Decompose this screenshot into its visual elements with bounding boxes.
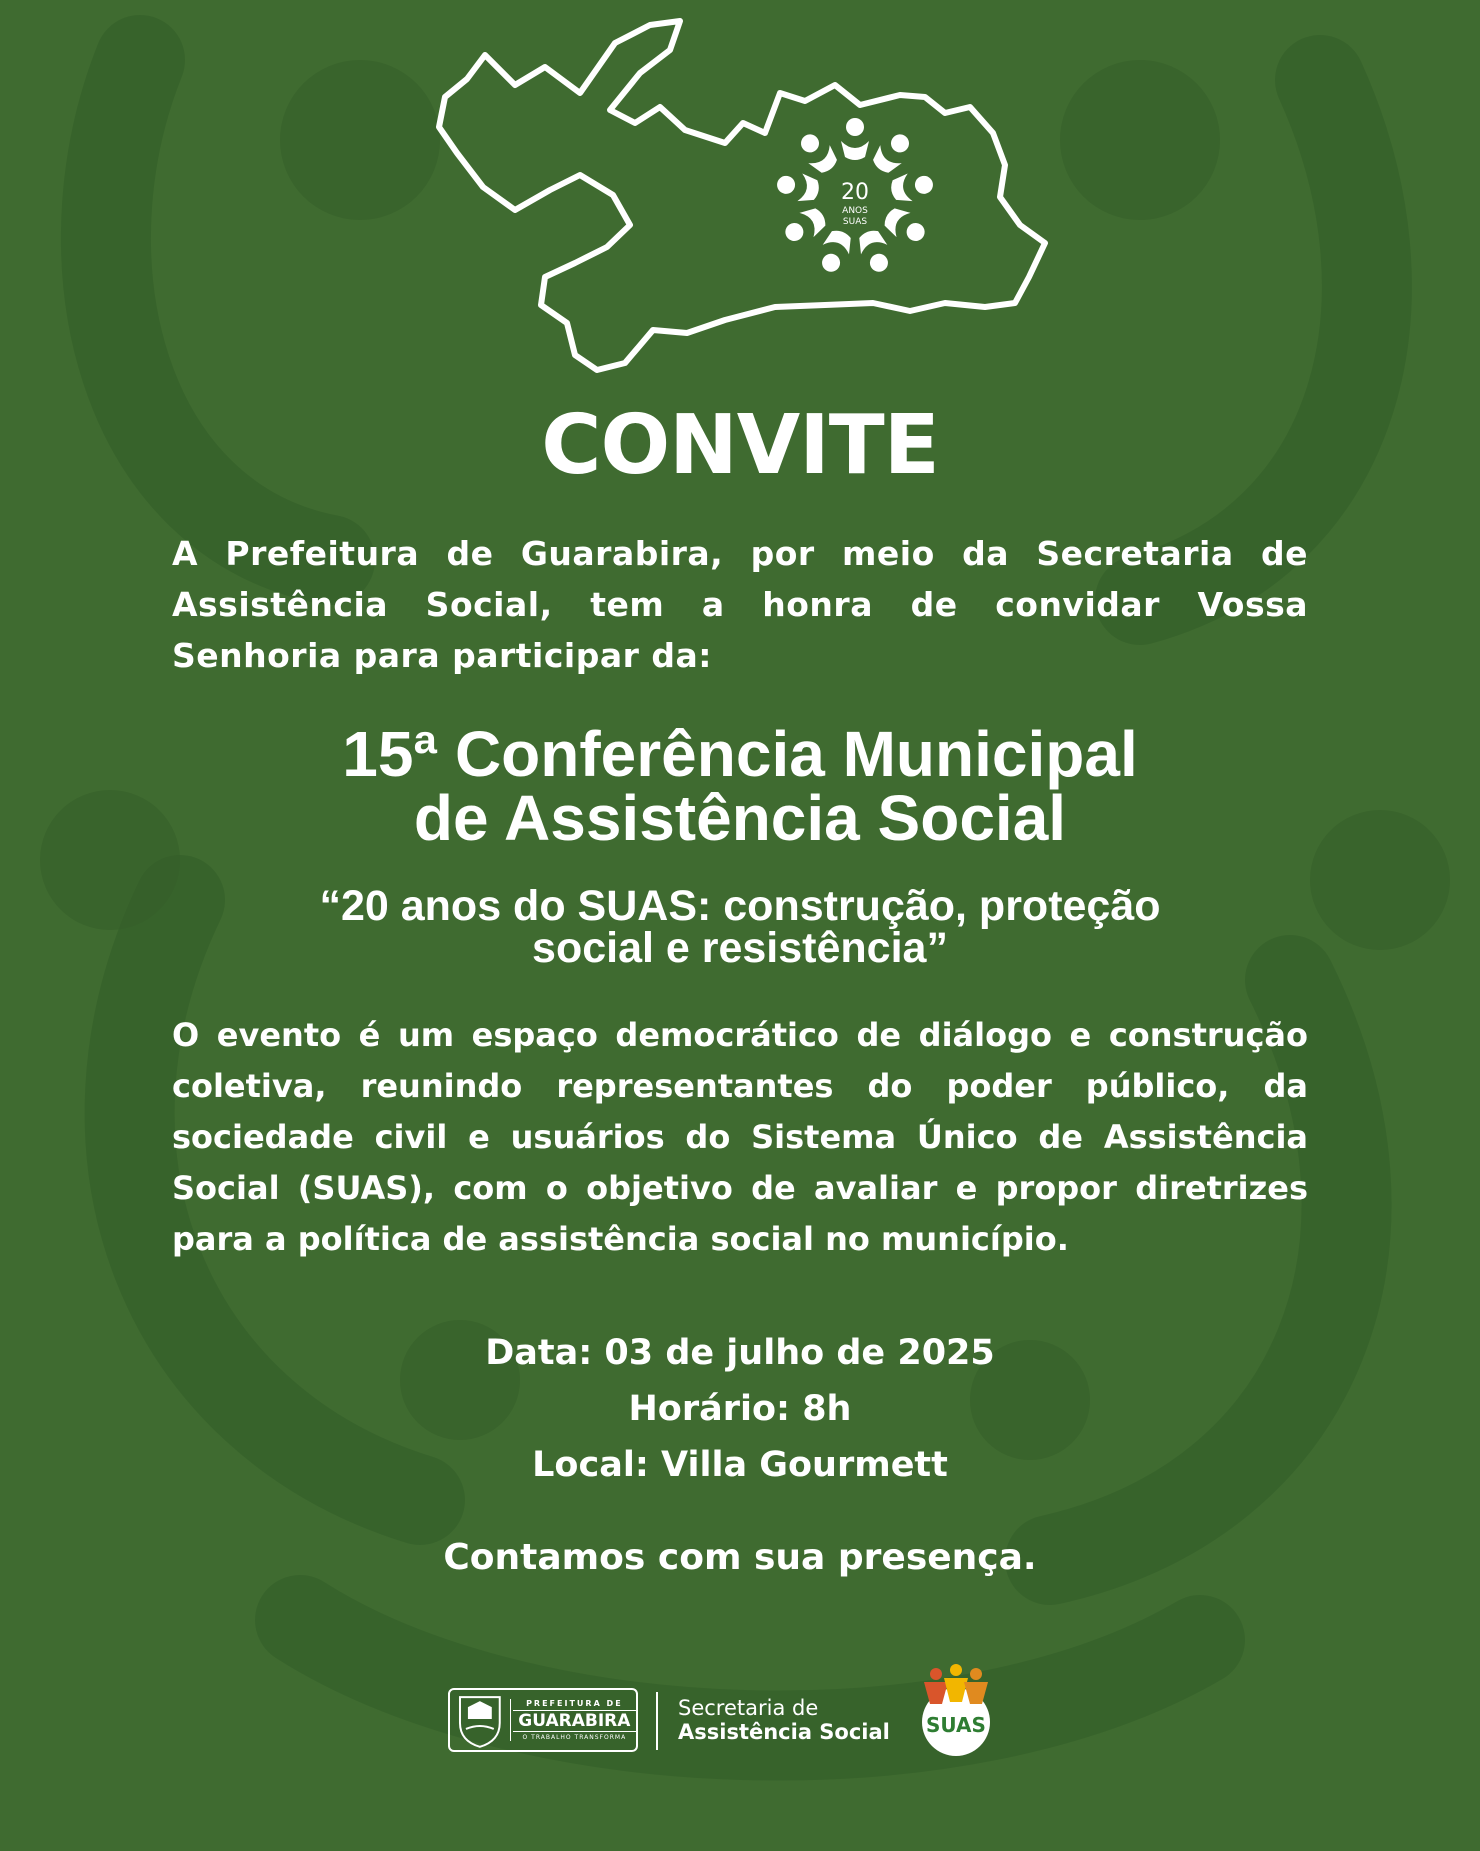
emblem-number: 20 — [841, 180, 869, 205]
secretaria-line1: Secretaria de — [678, 1696, 819, 1720]
event-date: Data: 03 de julho de 2025 — [485, 1333, 995, 1373]
theme-line1: “20 anos do SUAS: construção, proteção — [319, 882, 1161, 930]
secretaria-logo — [678, 1696, 890, 1744]
paraiba-map-outline — [425, 15, 1055, 380]
emblem-line2: SUAS — [842, 217, 868, 227]
guarabira-name: GUARABIRA — [513, 1710, 636, 1732]
conference-line1: 15ª Conferência Municipal — [342, 718, 1138, 790]
suas-text: SUAS — [926, 1713, 986, 1737]
event-description: O evento é um espaço democrático de diálogo e construção coletiva, reunindo representantes do poder público, da sociedade civil e usuários do Sistema Único de Assistência Social (SUAS), com o objetivo de avaliar e propor diretrizes para a política de assistência social no município. — [172, 1016, 1308, 1258]
event-place: Local: Villa Gourmett — [532, 1445, 948, 1485]
conference-theme — [0, 882, 1480, 972]
suas-logo — [906, 1660, 1006, 1760]
event-details — [0, 1325, 1480, 1493]
closing-message: Contamos com sua presença. — [443, 1537, 1037, 1578]
intro-paragraph: A Prefeitura de Guarabira, por meio da Secretaria de Assistência Social, tem a honra de convidar Vossa Senhoria para participar da: — [172, 534, 1308, 675]
theme-line2: social e resistência” — [532, 924, 948, 972]
conference-line2: de Assistência Social — [413, 782, 1067, 854]
invitation-title: CONVITE — [541, 398, 939, 493]
footer-divider — [656, 1692, 658, 1750]
guarabira-slogan: O TRABALHO TRANSFORMA — [522, 1734, 627, 1741]
crest-icon — [456, 1691, 504, 1749]
event-time: Horário: 8h — [628, 1389, 852, 1429]
conference-name — [0, 718, 1480, 854]
secretaria-line2: Assistência Social — [678, 1720, 890, 1744]
guarabira-logo — [448, 1688, 638, 1752]
suas-20-anos-emblem — [775, 118, 935, 276]
emblem-line1: ANOS — [842, 206, 868, 216]
guarabira-top: PREFEITURA DE — [526, 1699, 623, 1708]
people-icon — [924, 1664, 988, 1704]
